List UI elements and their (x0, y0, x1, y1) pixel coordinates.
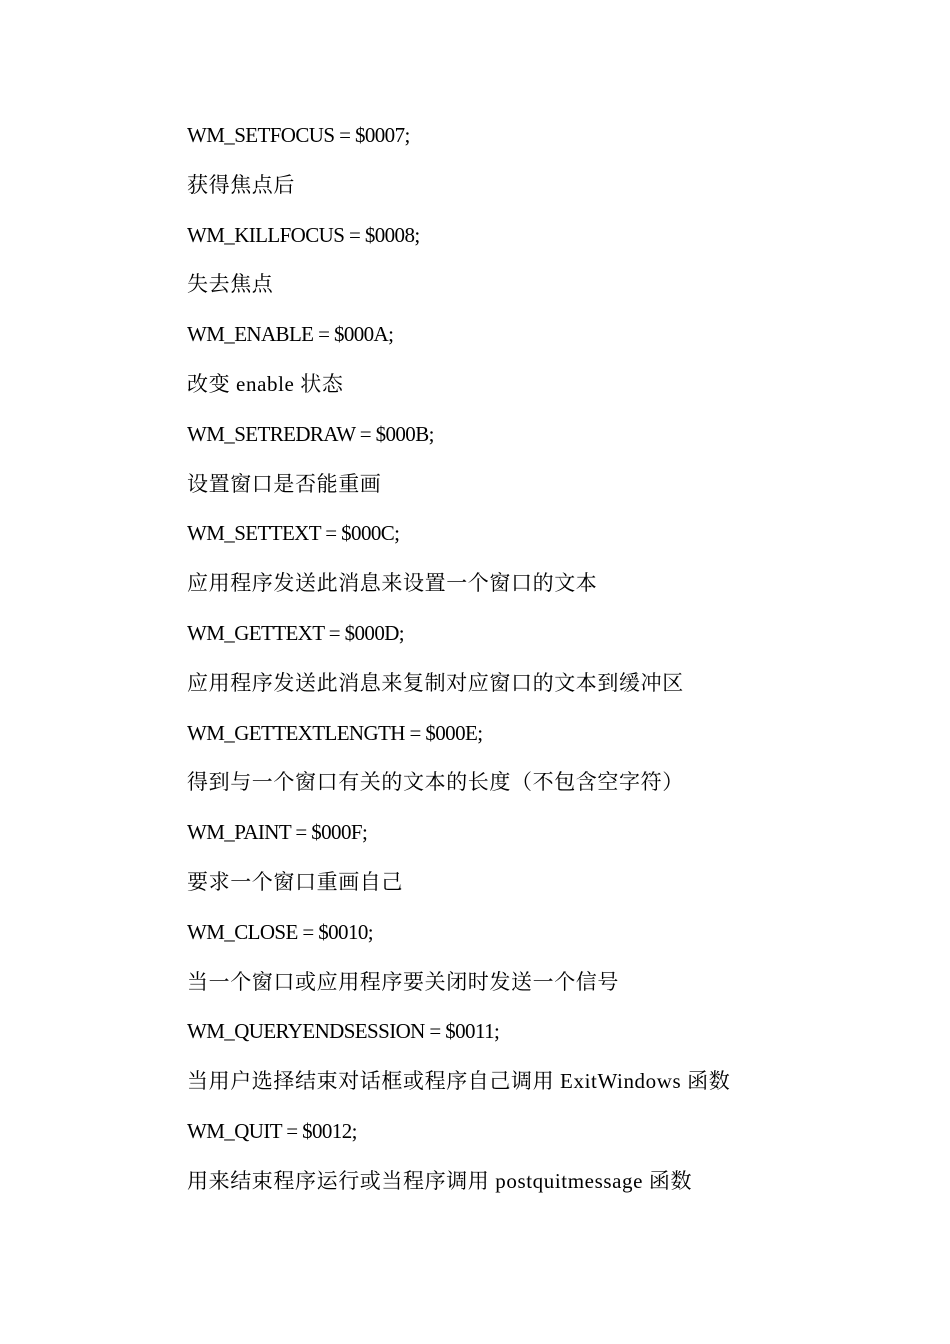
constant-line: WM_SETFOCUS = $0007; (187, 123, 410, 147)
description-line: 获得焦点后 (187, 172, 295, 197)
constant-line: WM_PAINT = $000F; (187, 820, 368, 845)
constant-line: WM_GETTEXTLENGTH = $000E; (187, 720, 483, 745)
constant-line: WM_CLOSE = $0010; (187, 919, 373, 944)
constant-line: WM_QUIT = $0012; (187, 1118, 357, 1143)
constant-line: WM_QUERYENDSESSION = $0011; (187, 1019, 500, 1044)
constant-line: WM_ENABLE = $000A; (187, 322, 394, 347)
description-line: 当一个窗口或应用程序要关闭时发送一个信号 (187, 969, 619, 994)
description-line: 用来结束程序运行或当程序调用 postquitmessage 函数 (187, 1168, 693, 1193)
description-line: 应用程序发送此消息来设置一个窗口的文本 (187, 571, 598, 596)
constant-line: WM_SETREDRAW = $000B; (187, 421, 434, 446)
description-line: 得到与一个窗口有关的文本的长度（不包含空字符） (187, 770, 684, 795)
description-line: 要求一个窗口重画自己 (187, 869, 403, 894)
constant-line: WM_SETTEXT = $000C; (187, 521, 400, 546)
constant-line: WM_KILLFOCUS = $0008; (187, 222, 420, 247)
description-line: 失去焦点 (187, 272, 274, 297)
description-line: 设置窗口是否能重画 (187, 471, 382, 496)
description-line: 应用程序发送此消息来复制对应窗口的文本到缓冲区 (187, 670, 684, 695)
description-line: 当用户选择结束对话框或程序自己调用 ExitWindows 函数 (187, 1069, 731, 1094)
constant-line: WM_GETTEXT = $000D; (187, 620, 405, 645)
description-line: 改变 enable 状态 (187, 371, 344, 396)
message-constant-list (187, 118, 887, 1214)
